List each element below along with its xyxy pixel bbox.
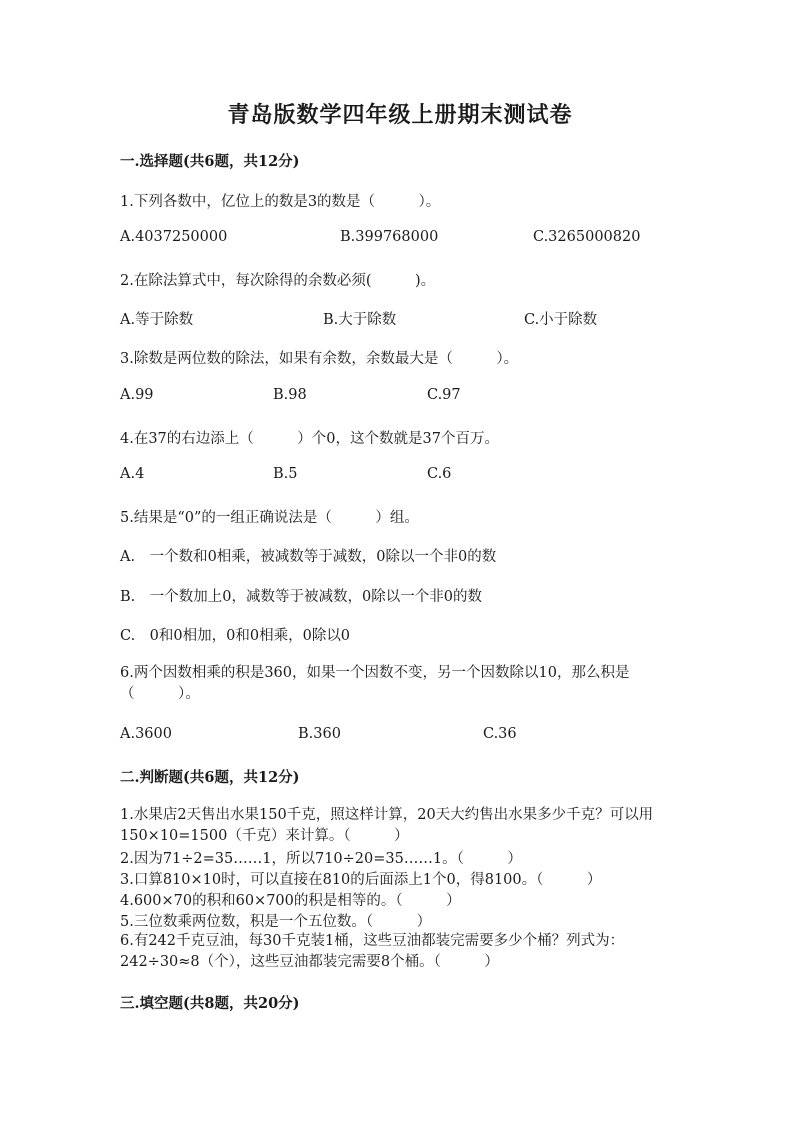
question-3: 3.除数是两位数的除法，如果有余数，余数最大是（ ）。 bbox=[120, 351, 519, 367]
judge-question-4: 4.600×70的积和60×700的积是相等的。（ ） bbox=[120, 893, 461, 909]
question-5: 5.结果是“0”的一组正确说法是（ ）组。 bbox=[120, 510, 419, 526]
judge-question-3: 3.口算810×10时，可以直接在810的后面添上1个0，得8100。（ ） bbox=[120, 872, 602, 888]
q3-option-c: C.97 bbox=[427, 387, 461, 403]
question-4: 4.在37的右边添上（ ）个0，这个数就是37个百万。 bbox=[120, 431, 499, 447]
section-heading-judgement: 二.判断题(共6题，共12分) bbox=[120, 769, 300, 786]
judge-question-5: 5.三位数乘两位数，积是一个五位数。（ ） bbox=[120, 914, 432, 930]
q5-option-a: A. 一个数和0相乘，被减数等于减数，0除以一个非0的数 bbox=[120, 549, 497, 565]
q2-option-b: B.大于除数 bbox=[323, 312, 397, 328]
q6-option-a: A.3600 bbox=[120, 726, 172, 742]
q6-option-b: B.360 bbox=[298, 726, 341, 742]
q4-option-a: A.4 bbox=[120, 466, 145, 482]
section-heading-fill-blank: 三.填空题(共8题，共20分) bbox=[120, 995, 300, 1012]
question-6: 6.两个因数相乘的积是360，如果一个因数不变，另一个因数除以10，那么积是（ ）。 bbox=[120, 665, 630, 702]
q1-option-b: B.399768000 bbox=[340, 229, 439, 245]
judge-question-6: 6.有242千克豆油，每30千克装1桶，这些豆油都装完需要多少个桶？列式为：242÷30≈8（个），这些豆油都装完需要8个桶。（ ） bbox=[120, 933, 625, 970]
exam-title: 青岛版数学四年级上册期末测试卷 bbox=[227, 102, 573, 128]
q2-option-a: A.等于除数 bbox=[120, 312, 194, 328]
judge-question-1: 1.水果店2天售出水果150千克，照这样计算，20天大约售出水果多少千克？可以用150×10=1500（千克）来计算。（ ） bbox=[120, 807, 654, 844]
q1-option-a: A.4037250000 bbox=[120, 229, 228, 245]
q4-option-c: C.6 bbox=[427, 466, 452, 482]
judge-question-2: 2.因为71÷2=35……1，所以710÷20=35……1。（ ） bbox=[120, 851, 522, 867]
question-2: 2.在除法算式中，每次除得的余数必须( )。 bbox=[120, 273, 436, 289]
q1-option-c: C.3265000820 bbox=[533, 229, 641, 245]
section-heading-choice: 一.选择题(共6题，共12分) bbox=[120, 153, 300, 170]
q4-option-b: B.5 bbox=[273, 466, 298, 482]
q6-option-c: C.36 bbox=[483, 726, 517, 742]
q5-option-c: C. 0和0相加，0和0相乘，0除以0 bbox=[120, 628, 351, 644]
q3-option-b: B.98 bbox=[273, 387, 307, 403]
q3-option-a: A.99 bbox=[120, 387, 154, 403]
q5-option-b: B. 一个数加上0，减数等于被减数，0除以一个非0的数 bbox=[120, 589, 482, 605]
question-1: 1.下列各数中，亿位上的数是3的数是（ ）。 bbox=[120, 194, 441, 210]
q2-option-c: C.小于除数 bbox=[524, 312, 598, 328]
